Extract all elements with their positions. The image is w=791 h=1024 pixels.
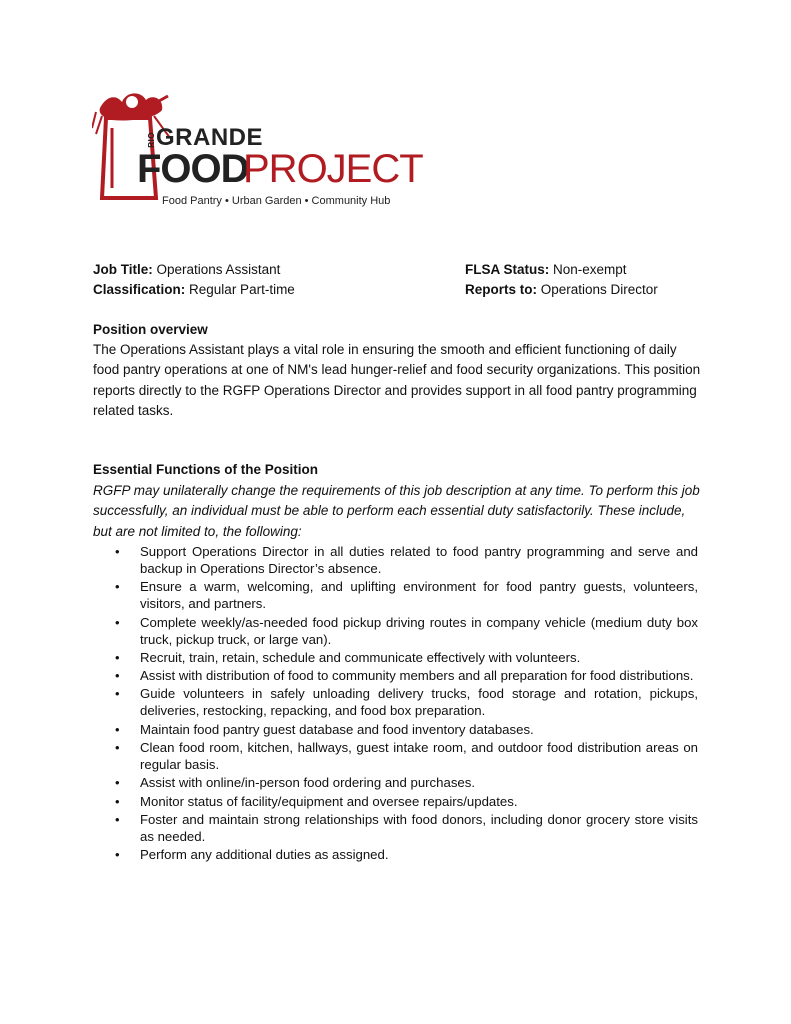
bullet-icon: •	[115, 740, 120, 756]
duty-text: Assist with distribution of food to community members and all preparation for food distributions.	[140, 668, 694, 684]
flsa-status-value: Non-exempt	[549, 262, 627, 277]
classification-field	[93, 281, 295, 299]
flsa-status-field	[465, 261, 627, 279]
duty-list-item	[93, 721, 698, 738]
reports-to-field	[465, 281, 658, 299]
duty-text: Complete weekly/as-needed food pickup driving routes in company vehicle (medium duty box truck, pickup truck, or large van).	[140, 614, 698, 647]
bullet-icon: •	[115, 668, 120, 684]
duty-list-item	[93, 846, 698, 863]
duty-list-item	[93, 614, 698, 648]
bullet-icon: •	[115, 544, 120, 559]
duty-list-item	[93, 649, 698, 666]
logo-project-text: PROJECT	[243, 147, 423, 191]
bullet-icon: •	[115, 579, 120, 595]
duty-text: Perform any additional duties as assigned.	[140, 847, 389, 863]
classification-value: Regular Part-time	[185, 282, 295, 297]
job-title-field	[93, 261, 280, 279]
bullet-icon: •	[115, 721, 120, 737]
duty-list-item	[93, 667, 698, 684]
logo-rio-text: RIO	[147, 132, 156, 148]
bullet-icon: •	[115, 614, 120, 630]
duty-text: Recruit, train, retain, schedule and communicate effectively with volunteers.	[140, 649, 581, 665]
bullet-icon: •	[115, 775, 120, 791]
duty-list-item	[93, 774, 698, 791]
bullet-icon: •	[115, 686, 120, 702]
duty-text: Guide volunteers in safely unloading delivery trucks, food storage and rotation, pickups, deliveries, restocking, repacking, and food box preparation.	[140, 686, 698, 719]
logo-tagline: Food Pantry • Urban Garden • Community Hub	[162, 195, 391, 207]
essential-functions-heading: Essential Functions of the Position	[93, 462, 319, 477]
duty-text: Support Operations Director in all duties related to food pantry programming and serve and backup in Operations Director’s absence.	[140, 544, 698, 576]
logo-grande-text: GRANDE	[156, 124, 264, 151]
duty-text: Assist with online/in-person food ordering and purchases.	[140, 775, 476, 791]
duty-list-item	[93, 793, 698, 810]
logo-food-text: FOOD	[137, 147, 249, 191]
duty-list-item	[93, 811, 698, 845]
reports-to-label: Reports to:	[465, 282, 537, 297]
duty-list-item	[93, 543, 698, 577]
reports-to-value: Operations Director	[537, 282, 658, 297]
flsa-status-label: FLSA Status:	[465, 262, 550, 277]
classification-label: Classification:	[93, 282, 186, 297]
job-title-value: Operations Assistant	[152, 262, 281, 277]
duty-text: Clean food room, kitchen, hallways, guest intake room, and outdoor food distribution areas on regular basis.	[140, 740, 698, 773]
bullet-icon: •	[115, 649, 120, 665]
bullet-icon: •	[115, 793, 120, 809]
duty-list-item	[93, 685, 698, 719]
duty-text: Foster and maintain strong relationships with food donors, including donor grocery store visits as needed.	[140, 811, 698, 844]
duty-text: Ensure a warm, welcoming, and uplifting environment for food pantry guests, volunteers, visitors, and partners.	[140, 579, 698, 612]
duty-list-item	[93, 739, 698, 773]
duty-text: Monitor status of facility/equipment and oversee repairs/updates.	[140, 793, 518, 809]
duty-list-item	[93, 578, 698, 612]
duty-text: Maintain food pantry guest database and food inventory databases.	[140, 721, 534, 737]
essential-functions-intro: RGFP may unilaterally change the requirements of this job description at any time. To perform this job successfully, an individual must be able to perform each essential duty satisfactorily. These include, but are not limited to, the following:	[93, 483, 700, 539]
bullet-icon: •	[115, 847, 120, 863]
position-overview-text: The Operations Assistant plays a vital role in ensuring the smooth and efficient functioning of daily food pantry operations at one of NM's lead hunger-relief and food security organizations. This position reports directly to the RGFP Operations Director and provides support in all food pantry programming related tasks.	[93, 342, 701, 418]
job-title-label: Job Title:	[93, 262, 153, 277]
duties-list	[93, 543, 698, 865]
position-overview-heading: Position overview	[93, 322, 208, 337]
bullet-icon: •	[115, 811, 120, 827]
